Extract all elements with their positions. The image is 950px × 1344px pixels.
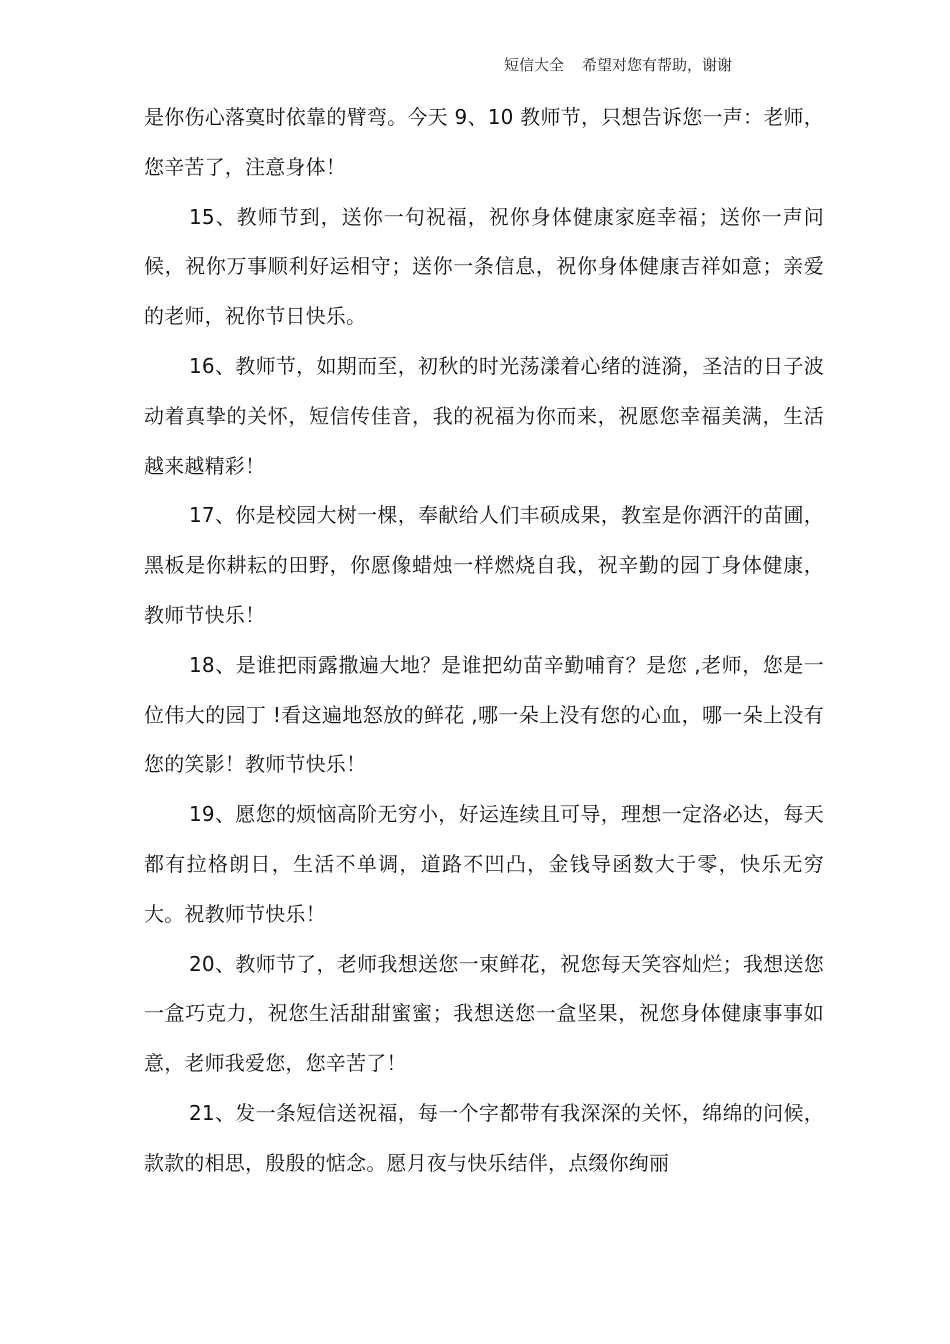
paragraph-15: 15、教师节到，送你一句祝福，祝你身体健康家庭幸福；送你一声问候，祝你万事顺利好运相守；送你一条信息，祝你身体健康吉祥如意；亲爱的老师，祝你节日快乐。 bbox=[144, 204, 824, 329]
paragraph-continued: 是你伤心落寞时依靠的臂弯。今天 9、10 教师节，只想告诉您一声：老师，您辛苦了，注意身体！ bbox=[144, 105, 824, 179]
header-slogan: 希望对您有帮助，谢谢 bbox=[582, 56, 733, 74]
paragraph-18: 18、是谁把雨露撒遍大地？是谁把幼苗辛勤哺育？是您 ,老师，您是一位伟大的园丁 !看这遍地怒放的鲜花 ,哪一朵上没有您的心血，哪一朵上没有您的笑影！教师节快乐！ bbox=[144, 652, 824, 777]
paragraph-16: 16、教师节，如期而至，初秋的时光荡漾着心绪的涟漪，圣洁的日子波动着真挚的关怀，短信传佳音，我的祝福为你而来，祝愿您幸福美满，生活越来越精彩！ bbox=[144, 353, 824, 478]
page-header bbox=[504, 54, 732, 76]
paragraph-21: 21、发一条短信送祝福，每一个字都带有我深深的关怀，绵绵的问候，款款的相思，殷殷的惦念。愿月夜与快乐结伴，点缀你绚丽 bbox=[144, 1100, 824, 1175]
paragraph-20: 20、教师节了，老师我想送您一束鲜花，祝您每天笑容灿烂；我想送您一盒巧克力，祝您生活甜甜蜜蜜；我想送您一盒坚果，祝您身体健康事事如意，老师我爱您，您辛苦了！ bbox=[144, 951, 824, 1076]
paragraph-19: 19、愿您的烦恼高阶无穷小，好运连续且可导，理想一定洛必达，每天都有拉格朗日，生活不单调，道路不凹凸，金钱导函数大于零，快乐无穷大。祝教师节快乐！ bbox=[144, 802, 824, 926]
paragraph-17: 17、你是校园大树一棵，奉献给人们丰硕成果，教室是你洒汗的苗圃，黑板是你耕耘的田野，你愿像蜡烛一样燃烧自我，祝辛勤的园丁身体健康，教师节快乐！ bbox=[144, 503, 824, 627]
document-body bbox=[144, 93, 824, 1189]
header-title: 短信大全 bbox=[504, 56, 565, 74]
